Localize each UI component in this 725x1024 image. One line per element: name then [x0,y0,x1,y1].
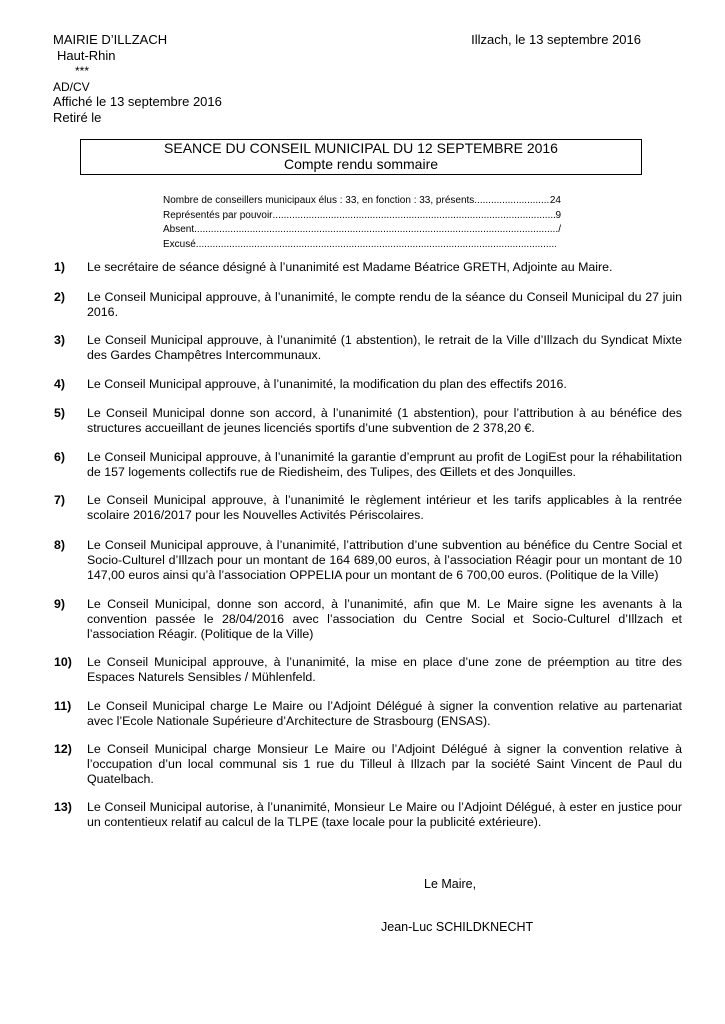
item-text: Le Conseil Municipal charge Le Maire ou l’Adjoint Délégué à signer la convention relative au partenariat avec l’Ecole Nationale Supérieure d’Architecture de Strasbourg (ENSAS). [87,699,682,729]
region-name: Haut-Rhin [57,48,116,63]
signature-name: Jean-Luc SCHILDKNECHT [381,920,534,934]
item-number: 12) [54,742,72,756]
item-number: 10) [54,655,72,669]
item-number: 11) [54,699,72,713]
item-text: Le secrétaire de séance désigné à l’unanimité est Madame Béatrice GRETH, Adjointe au Maire. [87,260,613,274]
agenda-item [54,538,682,584]
agenda-item [54,597,682,643]
signature-role: Le Maire, [424,877,477,891]
agenda-item [54,742,682,788]
item-text: Le Conseil Municipal approuve, à l’unanimité, l’attribution d’une subvention au bénéfice du Centre Social et Socio-Culturel d’Illzach pour un montant de 164 689,00 euros, à l’association Réagir pour un montant de 10 147,00 euros ainsi qu’à l’association OPPELIA pour un montant de 6 700,00 euros. (Politique de la Ville) [87,538,682,583]
item-number: 4) [54,377,66,391]
session-title-box [80,139,642,175]
removed-date: Retiré le [53,110,102,125]
item-number: 6) [54,450,66,464]
agenda-item [54,450,682,480]
mairie-name: MAIRIE D’ILLZACH [53,32,168,47]
count-row-absent: Absent ..... / [163,223,561,238]
agenda-item [54,290,682,320]
item-text: Le Conseil Municipal approuve, à l’unanimité, le compte rendu de la séance du Conseil Municipal du 27 juin 2016. [87,290,682,320]
posted-date: Affiché le 13 septembre 2016 [53,94,222,109]
item-number: 8) [54,538,66,552]
item-number: 9) [54,597,66,611]
item-text: Le Conseil Municipal donne son accord, à l’unanimité (1 abstention), pour l’attribution à au bénéfice des structures accueillant de jeunes licenciés sportifs d’une subvention de 2 378,20 €. [87,406,682,436]
item-number: 13) [54,800,72,814]
attendance-counts [163,194,561,252]
item-text: Le Conseil Municipal approuve, à l’unanimité, la mise en place d’une zone de préemption au titre des Espaces Naturels Sensibles / Mühlenfeld. [87,655,682,685]
agenda-item [54,377,682,392]
document-date: Illzach, le 13 septembre 2016 [471,32,641,47]
count-row-excused: Excusé ..... [163,238,556,253]
item-number: 7) [54,493,66,507]
agenda-item [54,260,682,275]
count-row-represented: Représentés par pouvoir ..... 9 [163,209,561,224]
item-text: Le Conseil Municipal autorise, à l’unanimité, Monsieur Le Maire ou l’Adjoint Délégué, à ester en justice pour un contentieux relatif au calcul de la TLPE (taxe locale pour la publicité extérieure). [87,800,682,830]
session-title: SEANCE DU CONSEIL MUNICIPAL DU 12 SEPTEMBRE 2016 [164,140,558,156]
item-number: 1) [54,260,66,274]
count-row-present: Nombre de conseillers municipaux élus : 33, en fonction : 33, présents ..... 24 [163,194,561,209]
agenda-item [54,699,682,729]
agenda-item [54,493,682,523]
reference-code: AD/CV [53,80,90,94]
item-text: Le Conseil Municipal, donne son accord, à l’unanimité, afin que M. Le Maire signe les avenants à la convention passée le 28/04/2016 avec l’association du Centre Social et Socio-Culturel d’Illzach et l’association Réagir. (Politique de la Ville) [87,597,682,642]
item-number: 3) [54,333,66,347]
item-number: 5) [54,406,66,420]
agenda-item [54,655,682,685]
item-text: Le Conseil Municipal charge Monsieur Le Maire ou l’Adjoint Délégué à signer la convention relative à l’occupation d’un local communal sis 1 rue du Tilleul à Illzach par la société Saint Vincent de Paul du Quatelbach. [87,742,682,787]
item-text: Le Conseil Municipal approuve, à l’unanimité le règlement intérieur et les tarifs applicables à la rentrée scolaire 2016/2017 pour les Nouvelles Activités Périscolaires. [87,493,682,523]
item-number: 2) [54,290,66,304]
header-stars: *** [75,64,90,78]
agenda-item [54,333,682,363]
item-text: Le Conseil Municipal approuve, à l’unanimité (1 abstention), le retrait de la Ville d’Illzach du Syndicat Mixte des Gardes Champêtres Intercommunaux. [87,333,682,363]
agenda-item [54,800,682,830]
agenda-item [54,406,682,436]
session-subtitle: Compte rendu sommaire [283,156,439,172]
item-text: Le Conseil Municipal approuve, à l’unanimité la garantie d’emprunt au profit de LogiEst pour la réhabilitation de 157 logements collectifs rue de Riedisheim, des Tulipes, des Œillets et des Jonquilles. [87,450,682,480]
item-text: Le Conseil Municipal approuve, à l’unanimité, la modification du plan des effectifs 2016. [87,377,567,391]
